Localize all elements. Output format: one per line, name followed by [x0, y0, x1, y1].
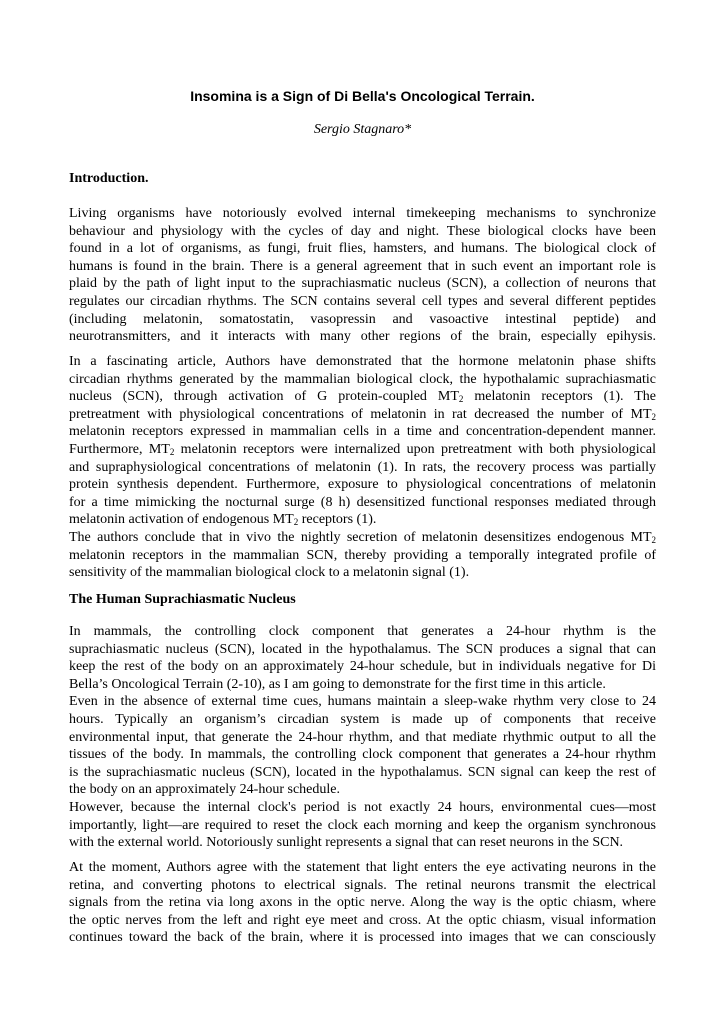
text-line: retina, and converting photons to electrical signals. The retinal neurons transmit the electrical: [69, 877, 656, 893]
paragraph-light: [69, 859, 656, 947]
text-line: In a fascinating article, Authors have demonstrated that the hormone melatonin phase shifts: [69, 354, 656, 369]
text-line: (including melatonin, somatostatin, vasopressin and vasoactive intestinal peptide) and: [69, 311, 656, 327]
text-line: tissues of the body. In mammals, the controlling clock component that generates a 24-hour rhythm: [69, 747, 656, 763]
text-line: However, because the internal clock's period is not exactly 24 hours, environmental cues—most: [69, 799, 656, 815]
text-line: Living organisms have notoriously evolved internal timekeeping mechanisms to synchronize: [69, 206, 656, 221]
text-line: for a time mimicking the nocturnal surge (8 h) desensitized functional responses mediated through: [69, 494, 656, 510]
text-line: continues toward the back of the brain, where it is processed into images that we can consciously: [69, 930, 656, 946]
text-line: with the external world. Notoriously sunlight represents a signal that can reset neurons in the SCN.: [69, 835, 624, 851]
text-line: found in a lot of organisms, as fungi, fruit flies, hamsters, and humans. The biological clock of: [69, 241, 656, 257]
text-line: Even in the absence of external time cues, humans maintain a sleep-wake rhythm very close to 24: [69, 694, 656, 710]
text-line: melatonin activation of endogenous $MT_2$ receptors (1).: [69, 512, 377, 528]
text-line: circadian rhythms generated by the mammalian biological clock, the hypothalamic suprachiasmatic: [69, 371, 656, 387]
text-line: regulates our circadian rhythms. The SCN contains several cell types and several different peptides: [69, 293, 656, 309]
text-line: nucleus (SCN), through activation of G protein-coupled $MT_2$ melatonin receptors (1). The: [69, 389, 656, 405]
text-line: importantly, light—are required to reset the clock each morning and keep the organism synchronous: [69, 817, 656, 833]
text-line: melatonin receptors expressed in mammalian cells in a time and concentration-dependent manner.: [69, 424, 656, 440]
text-line: sensitivity of the mammalian biological clock to a melatonin signal (1).: [69, 565, 470, 581]
paper-title: Insomina is a Sign of Di Bella's Oncological Terrain.: [190, 88, 535, 104]
text-line: The authors conclude that in vivo the nightly secretion of melatonin desensitizes endogenous $MT_2$: [69, 529, 656, 545]
text-line: the body on an approximately 24-hour schedule.: [69, 782, 340, 798]
text-line: humans is found in the brain. There is a general agreement that in such event an important role is: [69, 258, 656, 274]
paragraph-scn: [69, 623, 656, 852]
text-line: keep the rest of the body on an approximately 24-hour schedule, but in individuals negative for Di: [69, 659, 656, 675]
text-line: hours. Typically an organism’s circadian system is made up of components that receive: [69, 711, 656, 727]
text-line: Furthermore, $MT_2$ melatonin receptors were internalized upon pretreatment with both physiological: [69, 441, 656, 457]
text-line: the optic nerves from the left and right eye meet and cross. At the optic chiasm, visual information: [69, 912, 656, 928]
text-line: environmental input, that generate the 24-hour rhythm, and that mediate rhythmic output to all the: [69, 729, 656, 745]
text-line: behaviour and physiology with the cycles of day and night. These biological clocks have been: [69, 223, 656, 239]
scn-heading: The Human Suprachiasmatic Nucleus: [69, 592, 296, 607]
text-line: protein synthesis dependent. Furthermore, exposure to physiological concentrations of melatonin: [69, 477, 656, 493]
text-line: Bella’s Oncological Terrain (2-10), as I am going to demonstrate for the first time in this article.: [69, 676, 606, 692]
text-line: and supraphysiological concentrations of melatonin (1). In rats, the recovery process was partially: [69, 459, 656, 475]
text-line: signals from the retina via long axons in the optic nerve. Along the way is the optic chiasm, where: [69, 895, 656, 911]
paragraph-melatonin: [69, 353, 656, 582]
paragraph-intro: [69, 205, 656, 346]
text-line: In mammals, the controlling clock component that generates a 24-hour rhythm is the: [69, 624, 656, 639]
text-line: plaid by the path of light input to the suprachiasmatic nucleus (SCN), a collection of neurons that: [69, 276, 656, 292]
text-line: suprachiasmatic nucleus (SCN), located in the hypothalamus. The SCN produces a signal that can: [69, 641, 656, 657]
text-line: is the suprachiasmatic nucleus (SCN), located in the hypothalamus. SCN signal can keep the rest of: [69, 764, 656, 780]
introduction-heading: Introduction.: [69, 171, 149, 186]
text-line: neurotransmitters, and it interacts with many other regions of the brain, especially epihysis.: [69, 329, 656, 345]
author-name: Sergio Stagnaro*: [313, 122, 412, 137]
text-line: melatonin receptors in the mammalian SCN, thereby providing a temporally integrated profile of: [69, 547, 656, 563]
text-line: At the moment, Authors agree with the statement that light enters the eye activating neurons in the: [69, 860, 656, 875]
text-line: pretreatment with physiological concentrations of melatonin in rat decreased the number of $MT_2$: [69, 406, 656, 422]
